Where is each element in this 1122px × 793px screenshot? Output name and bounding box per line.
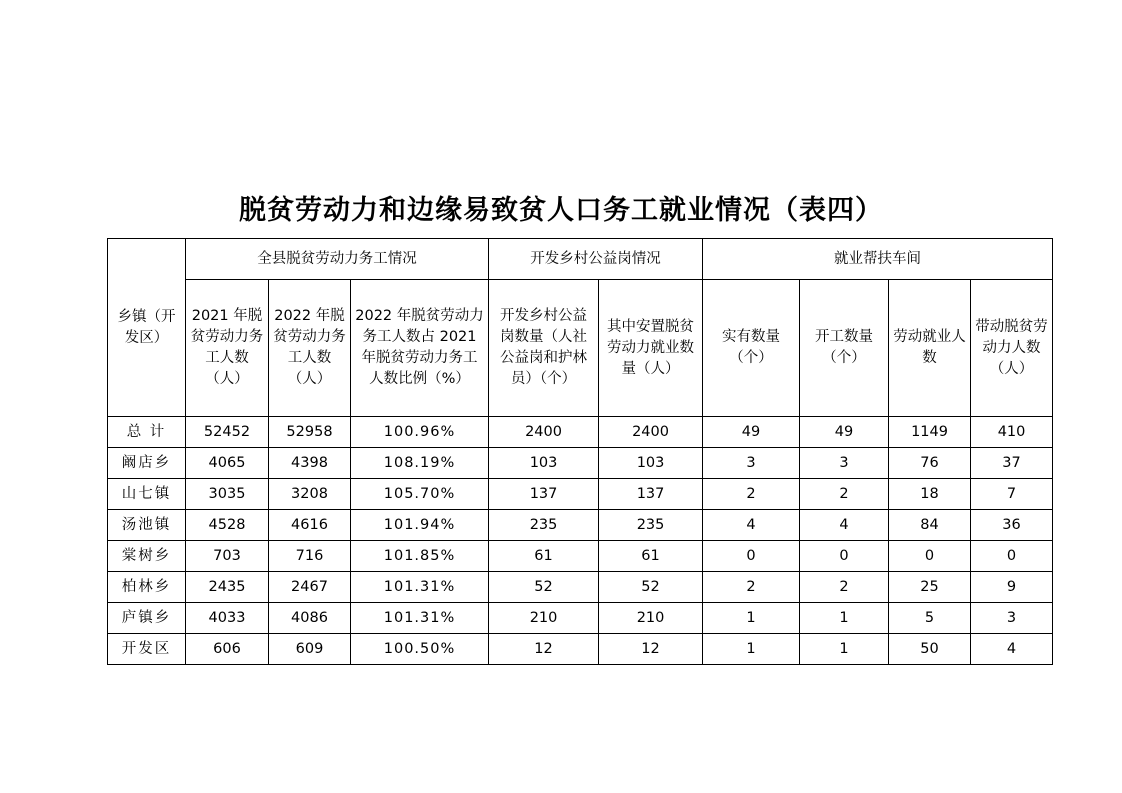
cell-posts: 137 <box>489 479 599 510</box>
header-group-workshops: 就业帮扶车间 <box>703 239 1053 280</box>
cell-ratio: 101.31% <box>351 603 489 634</box>
cell-2021: 3035 <box>186 479 269 510</box>
cell-actual: 0 <box>703 541 800 572</box>
table-row <box>108 603 1053 634</box>
cell-2022: 52958 <box>269 417 351 448</box>
header-placed: 其中安置脱贫劳动力就业数量（人） <box>599 280 703 417</box>
town-cell: 庐镇乡 <box>108 603 186 634</box>
cell-poor: 4 <box>971 634 1053 665</box>
town-cell: 山七镇 <box>108 479 186 510</box>
cell-2022: 4616 <box>269 510 351 541</box>
table-row <box>108 417 1053 448</box>
cell-ratio: 100.96% <box>351 417 489 448</box>
cell-ratio: 101.85% <box>351 541 489 572</box>
cell-2021: 606 <box>186 634 269 665</box>
header-group-labor: 全县脱贫劳动力务工情况 <box>186 239 489 280</box>
table-row <box>108 448 1053 479</box>
cell-posts: 2400 <box>489 417 599 448</box>
cell-actual: 1 <box>703 603 800 634</box>
cell-2022: 716 <box>269 541 351 572</box>
cell-actual: 2 <box>703 479 800 510</box>
cell-2021: 2435 <box>186 572 269 603</box>
table-row <box>108 634 1053 665</box>
town-cell: 总 计 <box>108 417 186 448</box>
cell-placed: 52 <box>599 572 703 603</box>
cell-actual: 49 <box>703 417 800 448</box>
cell-2022: 4086 <box>269 603 351 634</box>
cell-posts: 61 <box>489 541 599 572</box>
cell-ratio: 101.31% <box>351 572 489 603</box>
cell-actual: 3 <box>703 448 800 479</box>
cell-open: 2 <box>800 479 889 510</box>
cell-ratio: 100.50% <box>351 634 489 665</box>
cell-poor: 9 <box>971 572 1053 603</box>
cell-posts: 52 <box>489 572 599 603</box>
cell-posts: 103 <box>489 448 599 479</box>
header-actual-count: 实有数量（个） <box>703 280 800 417</box>
cell-ratio: 101.94% <box>351 510 489 541</box>
cell-jobs: 25 <box>889 572 971 603</box>
cell-2021: 4033 <box>186 603 269 634</box>
employment-table <box>107 238 1053 665</box>
header-2021-workers: 2021 年脱贫劳动力务工人数（人） <box>186 280 269 417</box>
cell-2022: 4398 <box>269 448 351 479</box>
cell-jobs: 50 <box>889 634 971 665</box>
cell-placed: 2400 <box>599 417 703 448</box>
cell-jobs: 76 <box>889 448 971 479</box>
cell-actual: 1 <box>703 634 800 665</box>
town-cell: 开发区 <box>108 634 186 665</box>
cell-placed: 12 <box>599 634 703 665</box>
header-group-public-posts: 开发乡村公益岗情况 <box>489 239 703 280</box>
table-row <box>108 479 1053 510</box>
cell-2021: 4065 <box>186 448 269 479</box>
cell-jobs: 5 <box>889 603 971 634</box>
cell-2022: 3208 <box>269 479 351 510</box>
cell-open: 3 <box>800 448 889 479</box>
cell-actual: 4 <box>703 510 800 541</box>
cell-jobs: 0 <box>889 541 971 572</box>
cell-ratio: 108.19% <box>351 448 489 479</box>
cell-open: 1 <box>800 603 889 634</box>
cell-jobs: 18 <box>889 479 971 510</box>
header-posts: 开发乡村公益岗数量（人社公益岗和护林员）（个） <box>489 280 599 417</box>
header-open-count: 开工数量（个） <box>800 280 889 417</box>
cell-placed: 61 <box>599 541 703 572</box>
table-row <box>108 572 1053 603</box>
town-cell: 阚店乡 <box>108 448 186 479</box>
cell-poor: 410 <box>971 417 1053 448</box>
cell-2022: 2467 <box>269 572 351 603</box>
cell-jobs: 1149 <box>889 417 971 448</box>
cell-posts: 210 <box>489 603 599 634</box>
cell-poor: 7 <box>971 479 1053 510</box>
cell-2021: 4528 <box>186 510 269 541</box>
header-poor-labor: 带动脱贫劳动力人数（人） <box>971 280 1053 417</box>
cell-placed: 103 <box>599 448 703 479</box>
page-title: 脱贫劳动力和边缘易致贫人口务工就业情况（表四） <box>239 195 883 226</box>
cell-placed: 235 <box>599 510 703 541</box>
cell-2021: 703 <box>186 541 269 572</box>
cell-open: 0 <box>800 541 889 572</box>
table-row <box>108 510 1053 541</box>
cell-open: 49 <box>800 417 889 448</box>
cell-posts: 12 <box>489 634 599 665</box>
town-cell: 棠树乡 <box>108 541 186 572</box>
header-jobs: 劳动就业人数 <box>889 280 971 417</box>
cell-open: 4 <box>800 510 889 541</box>
cell-posts: 235 <box>489 510 599 541</box>
cell-poor: 0 <box>971 541 1053 572</box>
town-cell: 柏林乡 <box>108 572 186 603</box>
cell-ratio: 105.70% <box>351 479 489 510</box>
cell-placed: 210 <box>599 603 703 634</box>
cell-jobs: 84 <box>889 510 971 541</box>
cell-actual: 2 <box>703 572 800 603</box>
cell-2021: 52452 <box>186 417 269 448</box>
cell-open: 2 <box>800 572 889 603</box>
cell-poor: 36 <box>971 510 1053 541</box>
cell-2022: 609 <box>269 634 351 665</box>
town-cell: 汤池镇 <box>108 510 186 541</box>
cell-placed: 137 <box>599 479 703 510</box>
table-row <box>108 541 1053 572</box>
header-town: 乡镇（开发区） <box>108 239 186 417</box>
cell-poor: 37 <box>971 448 1053 479</box>
cell-poor: 3 <box>971 603 1053 634</box>
header-2022-workers: 2022 年脱贫劳动力务工人数（人） <box>269 280 351 417</box>
header-ratio: 2022 年脱贫劳动力务工人数占 2021 年脱贫劳动力务工人数比例（%） <box>351 280 489 417</box>
cell-open: 1 <box>800 634 889 665</box>
